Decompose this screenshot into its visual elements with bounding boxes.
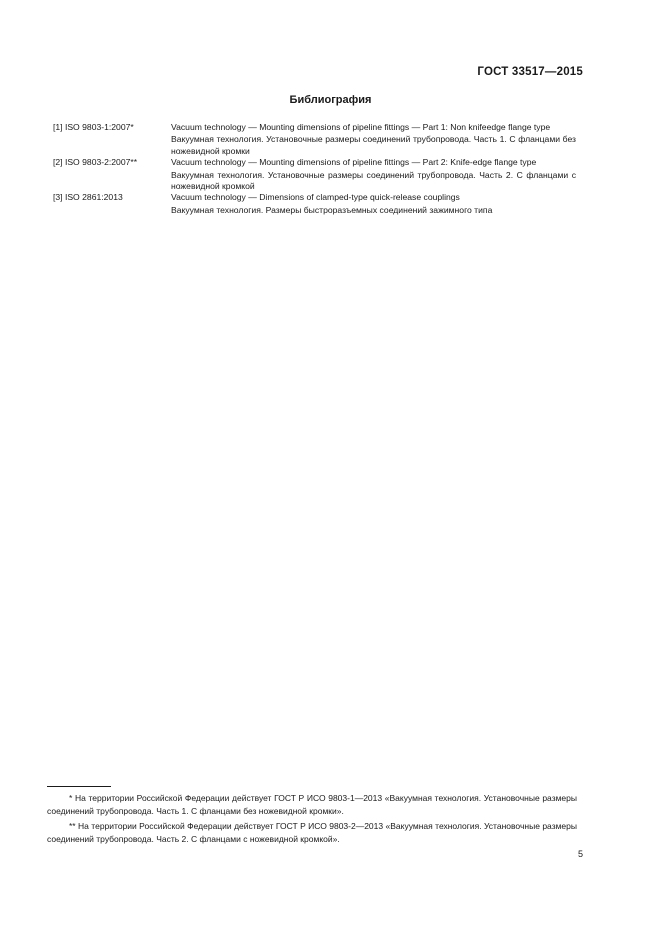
reference-title-en: Vacuum technology — Dimensions of clamped-type quick-release couplings (171, 192, 460, 203)
bibliography-list (53, 122, 576, 216)
reference-title-ru: Вакуумная технология. Размеры быстроразъемных соединений зажимного типа (171, 204, 493, 215)
reference-title-en: Vacuum technology — Mounting dimensions of pipeline fittings — Part 2: Knife-edge flange type (171, 157, 537, 168)
reference-body (171, 157, 576, 192)
bibliography-entry (53, 157, 576, 192)
page-number: 5 (577, 849, 583, 859)
section-title: Библиография (289, 94, 372, 106)
reference-title-ru: Вакуумная технология. Установочные размеры соединений трубопровода. Часть 2. С фланцами с ножевидной кромкой (171, 169, 576, 192)
reference-title-ru: Вакуумная технология. Установочные размеры соединений трубопровода. Часть 1. С фланцами без ножевидной кромки (171, 134, 576, 156)
standard-code: ГОСТ 33517—2015 (477, 66, 583, 78)
reference-body (171, 192, 576, 216)
reference-id: [2] ISO 9803-2:2007** (53, 157, 138, 168)
footnotes (47, 792, 577, 848)
reference-id: [3] ISO 2861:2013 (53, 192, 123, 203)
footnote: * На территории Российской Федерации действует ГОСТ Р ИСО 9803-1—2013 «Вакуумная технология. Установочные размеры соединений трубопровода. Часть 1. С фланцами без ножевидной кромки». (47, 793, 577, 816)
reference-id: [1] ISO 9803-1:2007* (53, 122, 134, 132)
bibliography-entry (53, 192, 576, 216)
reference-title-en: Vacuum technology — Mounting dimensions of pipeline fittings — Part 1: Non knifeedge flange type (171, 122, 551, 132)
bibliography-entry (53, 122, 576, 157)
footnote-divider (47, 786, 111, 787)
reference-body (171, 122, 576, 157)
footnote: ** На территории Российской Федерации действует ГОСТ Р ИСО 9803-2—2013 «Вакуумная технология. Установочные размеры соединений трубопровода. Часть 2. С фланцами с ножевидной кромкой». (47, 821, 577, 844)
